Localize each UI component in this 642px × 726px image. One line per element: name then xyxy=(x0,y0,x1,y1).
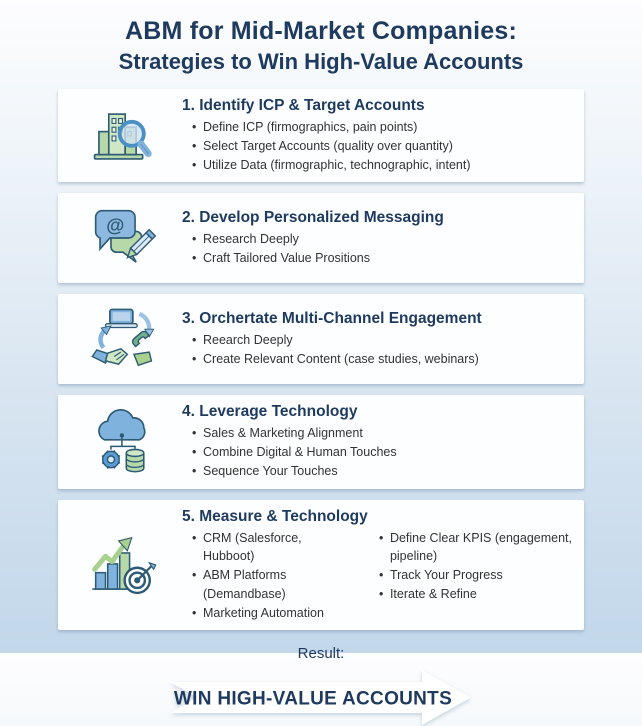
step-heading: 2. Develop Personalized Messaging xyxy=(182,209,444,226)
chat-pencil-icon xyxy=(86,201,160,275)
step-bullets-col1 xyxy=(182,529,335,623)
step-heading: 4. Leverage Technology xyxy=(182,403,358,421)
step-bullets xyxy=(182,331,572,369)
step-bullets xyxy=(182,424,572,480)
bullet-item: • Define Clear KPIS (engagement, pipeline) xyxy=(379,529,572,567)
bullet-item: • Combine Digital & Human Touches xyxy=(192,443,572,462)
steps-list xyxy=(58,89,584,630)
bullet-item: • Track Your Progress xyxy=(379,566,572,585)
building-search-icon xyxy=(86,99,160,173)
bullet-item: • ABM Platforms (Demandbase) xyxy=(192,566,335,604)
bullet-item: • Reearch Deeply xyxy=(192,331,572,350)
bullet-item: • Research Deeply xyxy=(192,230,572,249)
bullet-item: • CRM (Salesforce, Hubboot) xyxy=(192,529,335,567)
title-line-1: ABM for Mid-Market Companies: xyxy=(125,17,517,45)
result-label: Result: xyxy=(297,645,345,663)
bullet-item: • Sales & Marketing Alignment xyxy=(192,424,572,443)
step-card-measure xyxy=(58,500,584,631)
chart-target-icon xyxy=(86,528,160,602)
page-title xyxy=(0,0,642,75)
bullet-item: • Marketing Automation xyxy=(192,604,335,623)
step-heading: 3. Orchertate Multi-Channel Engagement xyxy=(182,310,482,327)
multichannel-cycle-icon xyxy=(86,302,160,376)
cloud-gear-database-icon xyxy=(86,405,160,479)
svg-text:@: @ xyxy=(106,214,125,236)
right-arrow-shape xyxy=(170,669,472,726)
result-arrow xyxy=(170,669,472,726)
step-bullets-col2 xyxy=(369,529,572,623)
title-line-2: Strategies to Win High-Value Accounts xyxy=(118,49,524,74)
bullet-item: • Create Relevant Content (case studies, webinars) xyxy=(192,350,572,369)
step-card-identify-icp xyxy=(58,89,584,182)
bullet-item: • Select Target Accounts (quality over quantity) xyxy=(192,137,572,156)
bullet-item: • Utilize Data (firmographic, technographic, intent) xyxy=(192,156,572,175)
bullet-item: • Define ICP (firmographics, pain points) xyxy=(192,118,572,137)
step-heading: 1. Identify ICP & Target Accounts xyxy=(182,97,425,114)
step-bullets xyxy=(182,118,572,174)
step-bullets xyxy=(182,230,572,268)
bullet-item: • Iterate & Refine xyxy=(379,585,572,604)
step-card-personalized-messaging xyxy=(58,193,584,283)
bullet-item: • Sequence Your Touches xyxy=(192,462,572,481)
arrow-text: WIN HIGH-VALUE ACCOUNTS xyxy=(173,688,453,710)
step-card-multichannel-engagement xyxy=(58,294,584,384)
step-heading: 5. Measure & Technology xyxy=(182,507,368,525)
bullet-item: • Craft Tailored Value Prositions xyxy=(192,249,572,268)
step-card-leverage-technology xyxy=(58,395,584,488)
